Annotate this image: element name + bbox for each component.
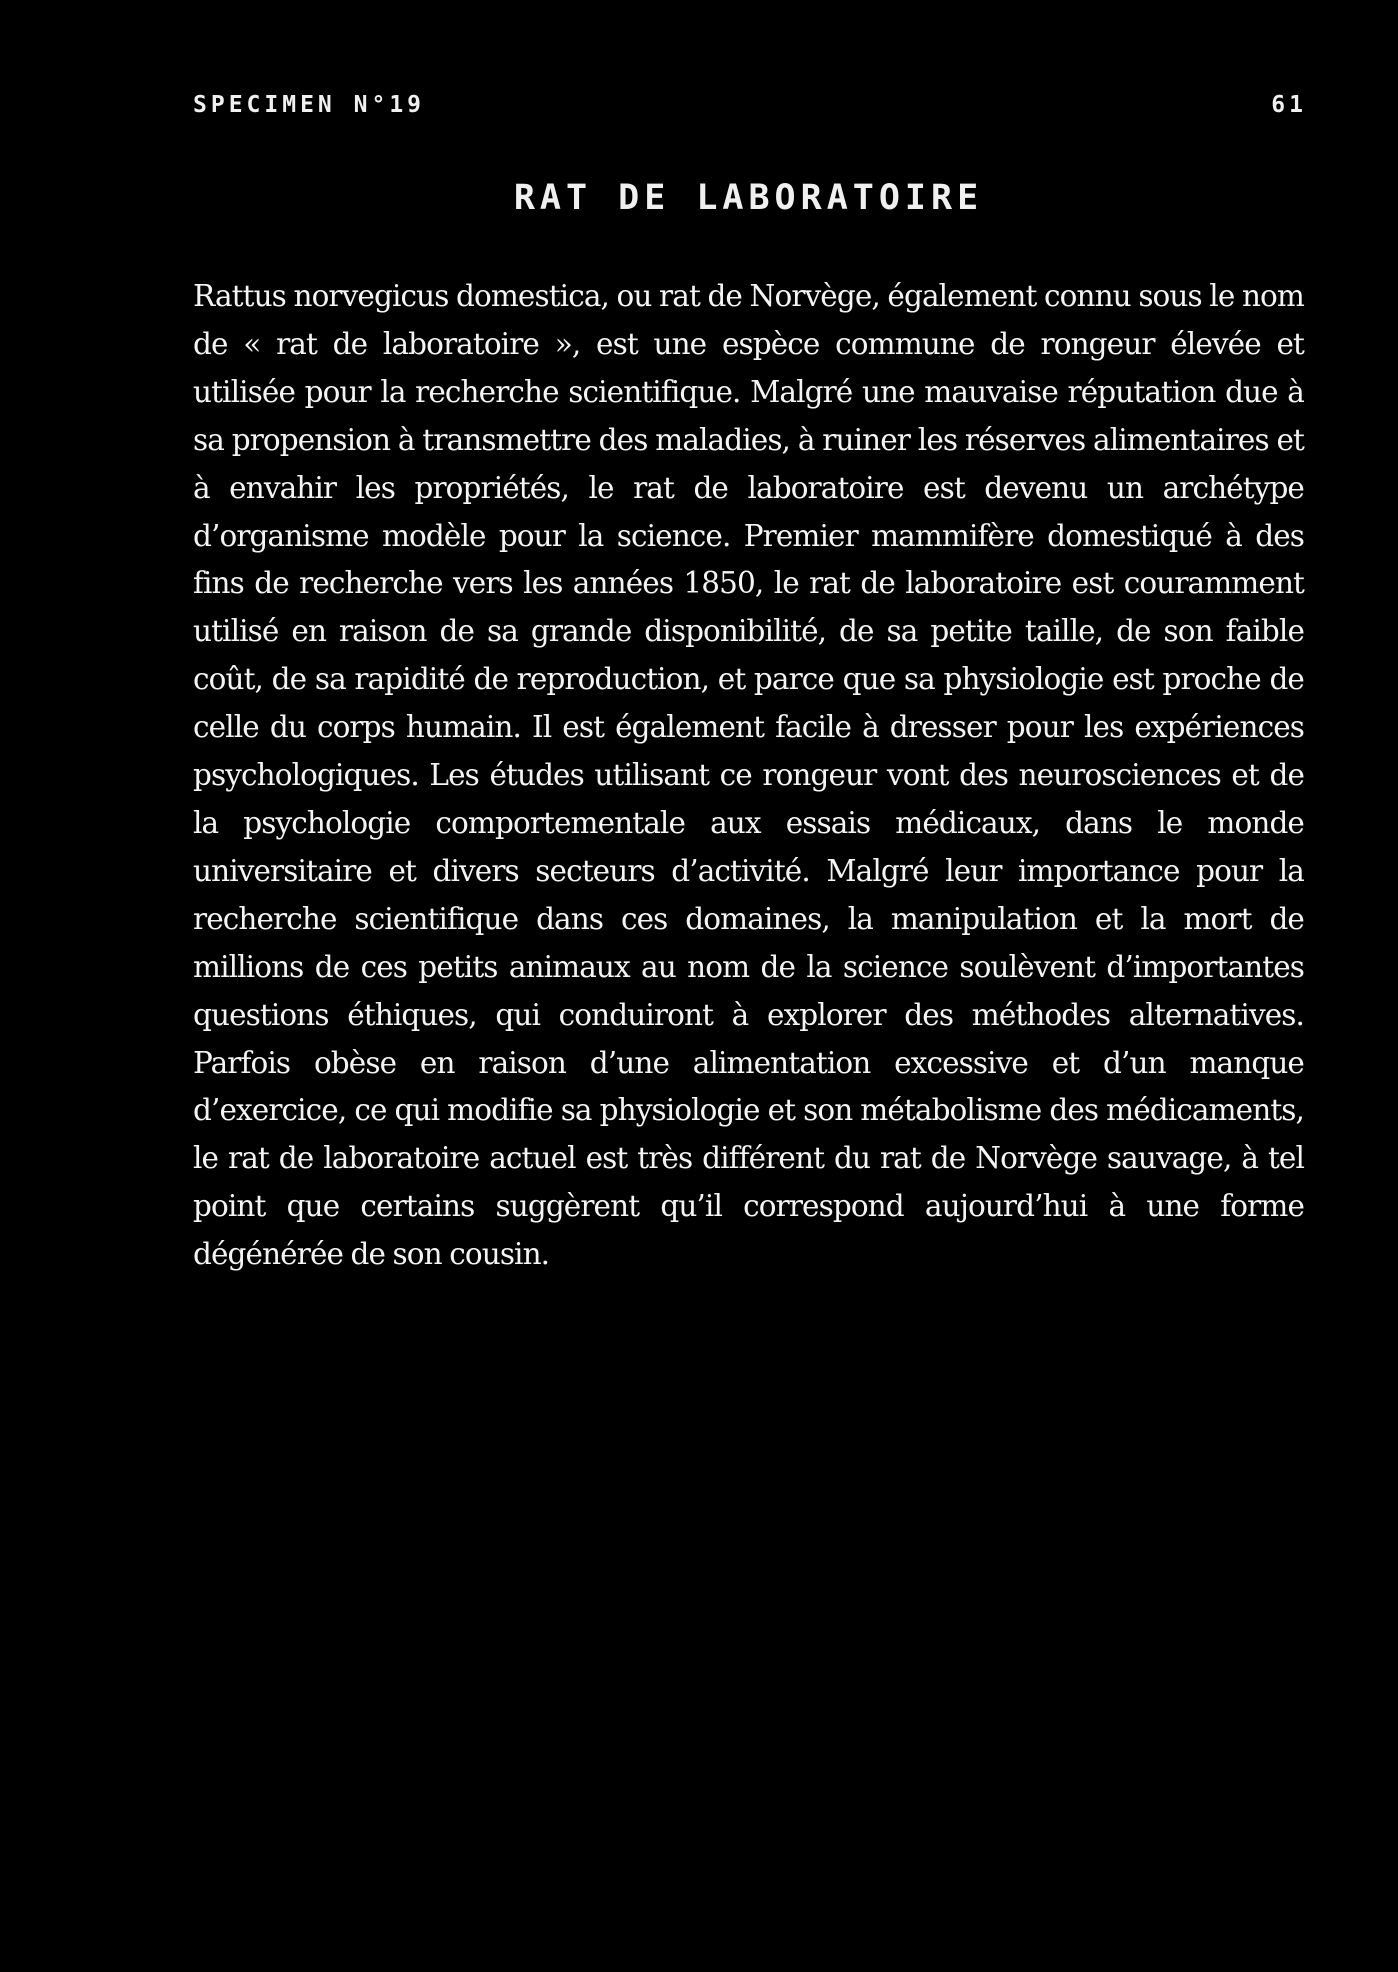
running-header	[193, 92, 1307, 126]
section-label: SPECIMEN N°19	[193, 92, 426, 118]
article-title: RAT DE LABORATOIRE	[513, 178, 984, 218]
article-body: Rattus norvegicus domestica, ou rat de Norvège, également connu sous le nom de « rat de laboratoire », est une espèce commune de rongeur élevée et utilisée pour la recherche scientifique. Malgré une mauvaise réputation due à sa propension à transmettre des maladies, à ruiner les réserves alimentaires et à envahir les propriétés, le rat de laboratoire est devenu un archétype d’organisme modèle pour la science. Premier mammifère domestiqué à des fins de recherche vers les années 1850, le rat de laboratoire est couramment utilisé en raison de sa grande disponibilité, de sa petite taille, de son faible coût, de sa rapidité de reproduction, et parce que sa physiologie est proche de celle du corps humain. Il est également facile à dresser pour les expériences psychologiques. Les études utilisant ce rongeur vont des neurosciences et de la psychologie comportementale aux essais médicaux, dans le monde universitaire et divers secteurs d’activité. Malgré leur importance pour la recherche scientifique dans ces domaines, la manipulation et la mort de millions de ces petits animaux au nom de la science soulèvent d’importantes questions éthiques, qui conduiront à explorer des méthodes alternatives. Parfois obèse en raison d’une alimentation excessive et d’un manque d’exercice, ce qui modifie sa physiologie et son métabolisme des médicaments, le rat de laboratoire actuel est très différent du rat de Norvège sauvage, à tel point que certains suggèrent qu’il correspond aujourd’hui à une forme dégénérée de son cousin.	[193, 279, 1304, 1272]
page-number: 61	[1271, 92, 1307, 118]
